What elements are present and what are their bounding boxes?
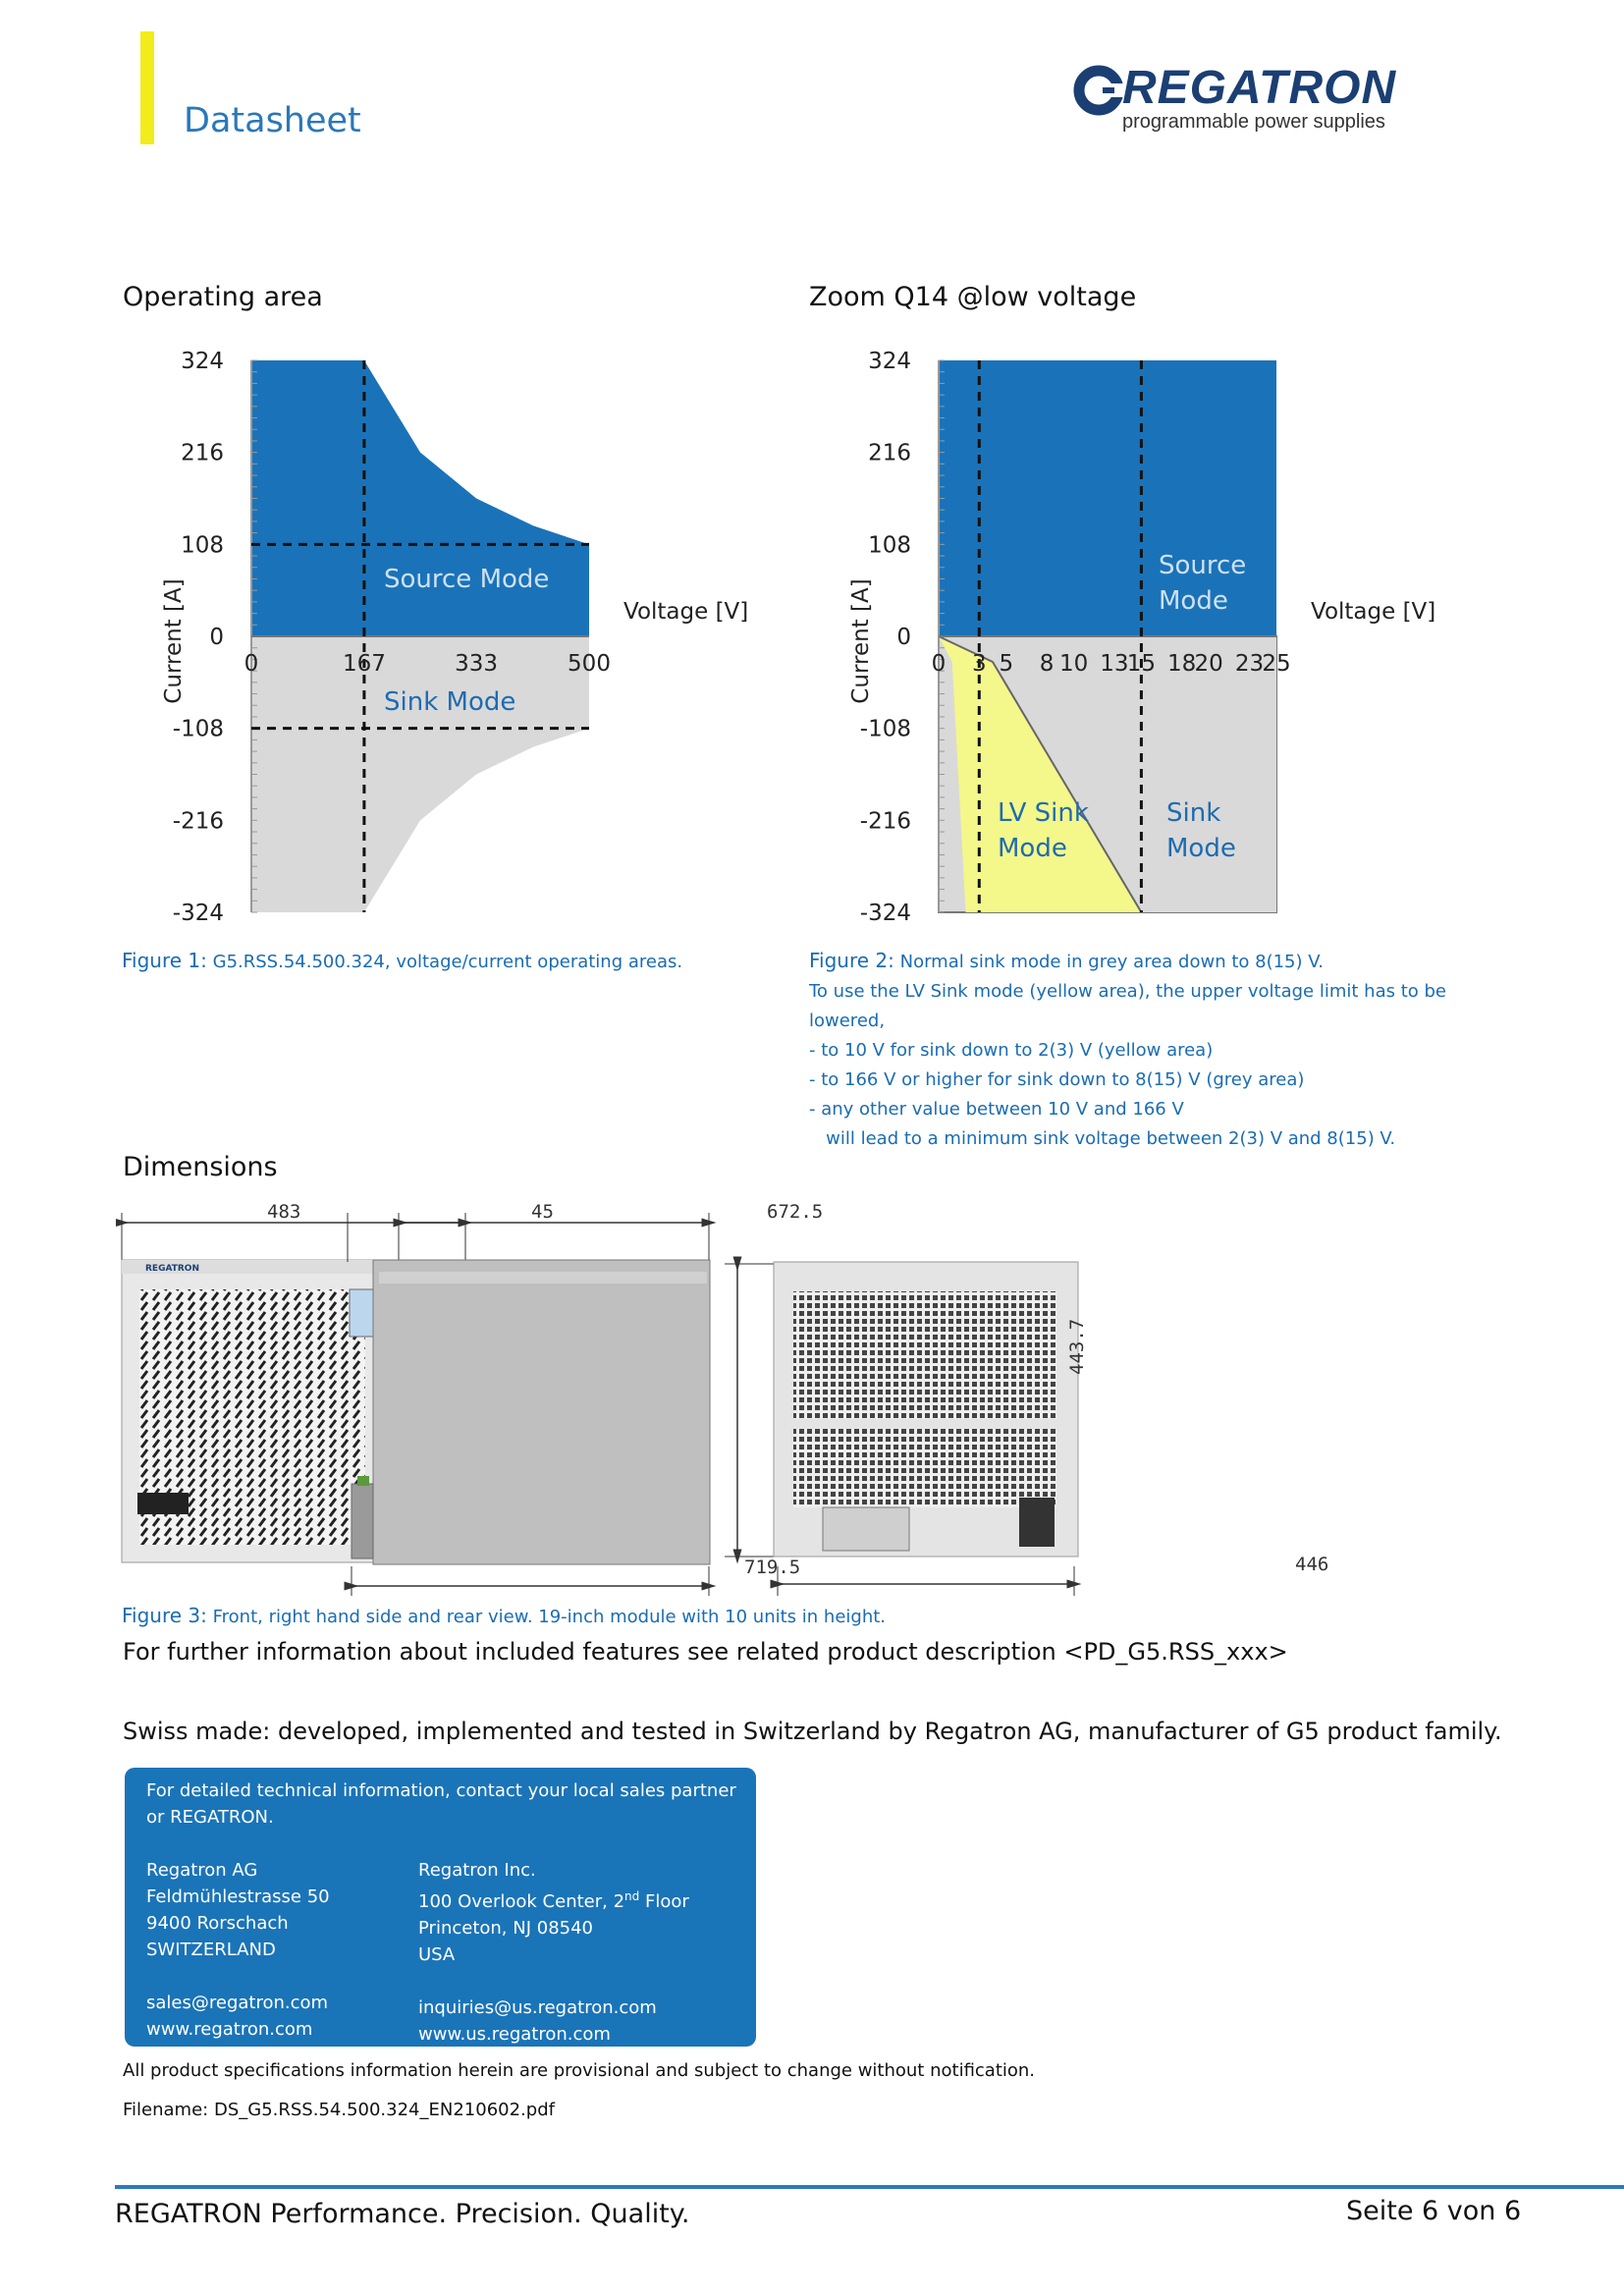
us-street: 100 Overlook Center, 2nd Floor [418, 1889, 689, 1912]
source-mode-label: Source Mode [384, 565, 550, 594]
contact-intro: or REGATRON. [146, 1807, 274, 1828]
figure3-text: Front, right hand side and rear view. 19-inch module with 10 units in height. [212, 1607, 887, 1627]
x-tick-label: 3 [971, 651, 987, 677]
rear-view [725, 1262, 1078, 1596]
figure3-caption [122, 1601, 886, 1632]
page-number: Seite 6 von 6 [1346, 2196, 1522, 2226]
ch-email-link[interactable]: sales@regatron.com [146, 1993, 329, 2013]
footer-tagline: REGATRON Performance. Precision. Quality. [115, 2199, 690, 2229]
y-tick-label: -216 [172, 808, 224, 835]
y-axis-label: Current [A] [161, 578, 187, 704]
dim-offset: 45 [531, 1201, 554, 1223]
us-email-link[interactable]: inquiries@us.regatron.com [418, 1997, 657, 2018]
x-tick-label: 500 [568, 651, 611, 677]
y-tick-label: 216 [181, 440, 224, 466]
x-tick-label: 167 [342, 651, 386, 677]
y-tick-label: -324 [172, 901, 224, 926]
zoom-low-voltage-chart [835, 339, 1463, 928]
further-info-text: For further information about included features see related product description <PD_G5.RSS_xxx> [123, 1638, 1288, 1666]
us-web-link[interactable]: www.us.regatron.com [418, 2024, 611, 2045]
y-tick-label: 108 [181, 532, 224, 559]
dim-total-depth: 719.5 [744, 1557, 801, 1578]
us-country: USA [418, 1944, 456, 1965]
y-tick-label: -108 [859, 716, 911, 742]
sink-mode-area [251, 636, 589, 912]
source-mode-area [251, 360, 589, 636]
y-tick-label: -216 [859, 808, 911, 835]
x-axis-label: Voltage [V] [1311, 599, 1436, 625]
contact-box [125, 1768, 756, 2047]
swiss-made-text: Swiss made: developed, implemented and tested in Switzerland by Regatron AG, manufacturer of G5 product family. [123, 1718, 1502, 1745]
x-tick-label: 0 [931, 651, 947, 677]
x-tick-label: 15 [1126, 651, 1157, 677]
ch-name: Regatron AG [146, 1860, 258, 1881]
figure1-text: G5.RSS.54.500.324, voltage/current operating areas. [212, 952, 683, 972]
chart1-title: Operating area [123, 282, 323, 312]
ch-street: Feldmühlestrasse 50 [146, 1886, 330, 1907]
figure3-label: Figure 3: [122, 1604, 207, 1627]
chart2-title: Zoom Q14 @low voltage [809, 282, 1137, 312]
header-accent-bar [140, 31, 154, 144]
x-tick-label: 20 [1194, 651, 1223, 677]
disclaimer-text: All product specifications information herein are provisional and subject to change without notification. [123, 2060, 1036, 2081]
contact-ch [146, 1857, 330, 2043]
lv-sink-mode-label: Mode [998, 834, 1067, 863]
source-mode-label: Mode [1159, 586, 1228, 616]
figure2-line: will lead to a minimum sink voltage between 2(3) V and 8(15) V. [809, 1128, 1396, 1149]
y-tick-label: 0 [896, 625, 911, 650]
figure2-line: lowered, [809, 1011, 886, 1031]
dim-rear-width: 446 [1295, 1554, 1329, 1575]
y-axis-label: Current [A] [848, 578, 874, 704]
dim-front-width: 483 [267, 1201, 301, 1223]
x-tick-label: 23 [1234, 651, 1265, 677]
footer-rule [115, 2185, 1624, 2189]
figure2-line: - to 10 V for sink down to 2(3) V (yellow area) [809, 1040, 1214, 1061]
figure2-line: - to 166 V or higher for sink down to 8(15) V (grey area) [809, 1069, 1305, 1090]
x-tick-label: 0 [244, 651, 259, 677]
x-tick-label: 10 [1058, 651, 1089, 677]
sink-mode-label: Sink [1166, 798, 1221, 828]
source-mode-label: Source [1159, 551, 1247, 580]
x-tick-label: 25 [1262, 651, 1291, 677]
y-tick-label: -108 [172, 716, 224, 742]
figure2-line: Normal sink mode in grey area down to 8(15) V. [899, 952, 1324, 972]
dim-height: 443.7 [1066, 1318, 1088, 1375]
figure2-line: - any other value between 10 V and 166 V [809, 1099, 1184, 1120]
figure2-label: Figure 2: [809, 949, 894, 972]
y-tick-label: 108 [868, 532, 911, 559]
sink-mode-label: Sink Mode [384, 687, 516, 717]
x-tick-label: 5 [999, 651, 1014, 677]
x-axis-label: Voltage [V] [623, 599, 749, 625]
logo-tagline: programmable power supplies [1122, 111, 1385, 133]
x-tick-label: 8 [1039, 651, 1055, 677]
ch-country: SWITZERLAND [146, 1940, 276, 1960]
sink-mode-label: Mode [1166, 834, 1236, 863]
x-tick-label: 18 [1167, 651, 1197, 677]
y-tick-label: 0 [209, 625, 224, 650]
y-tick-label: 324 [868, 349, 911, 374]
dimensions-title: Dimensions [123, 1152, 278, 1182]
regatron-logo-wordmark: REGATRON [1122, 62, 1397, 114]
figure2-caption [809, 946, 1446, 1154]
regatron-logo-icon [1073, 65, 1124, 116]
filename-text: Filename: DS_G5.RSS.54.500.324_EN210602.pdf [123, 2100, 555, 2120]
operating-area-chart [147, 339, 776, 928]
dim-depth: 672.5 [767, 1201, 824, 1223]
y-tick-label: 324 [181, 349, 224, 374]
us-city: Princeton, NJ 08540 [418, 1918, 593, 1939]
front-brand-text: REGATRON [145, 1264, 199, 1274]
figure1-caption [122, 946, 682, 977]
figure1-label: Figure 1: [122, 949, 207, 972]
ch-city: 9400 Rorschach [146, 1913, 289, 1934]
x-tick-label: 13 [1100, 651, 1129, 677]
figure2-line: To use the LV Sink mode (yellow area), the upper voltage limit has to be [809, 981, 1447, 1002]
document-type-title: Datasheet [184, 101, 361, 140]
contact-us [418, 1857, 689, 2048]
y-tick-label: 216 [868, 440, 911, 466]
y-tick-label: -324 [859, 901, 911, 926]
us-name: Regatron Inc. [418, 1860, 536, 1881]
contact-intro: For detailed technical information, contact your local sales partner [146, 1780, 736, 1801]
dimensions-drawing [116, 1193, 1490, 1596]
ch-web-link[interactable]: www.regatron.com [146, 2019, 313, 2040]
x-tick-label: 333 [455, 651, 499, 677]
side-view [348, 1213, 710, 1596]
lv-sink-mode-label: LV Sink [998, 798, 1089, 828]
